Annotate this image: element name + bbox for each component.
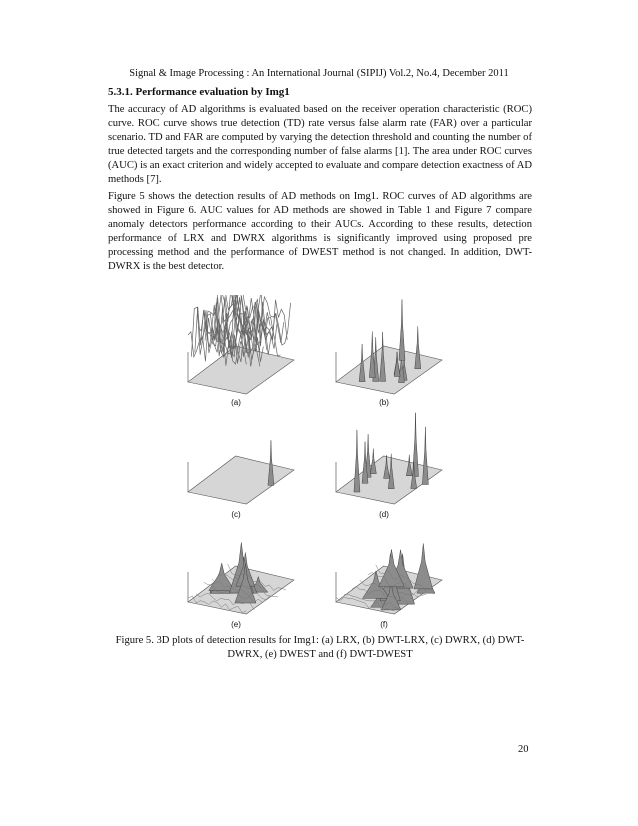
surface-plot-c [180, 410, 312, 510]
panel-label-a: (a) [231, 398, 241, 407]
panel-a-lrx-plot [180, 295, 312, 410]
panel-label-e: (e) [231, 620, 241, 629]
surface-plot-e [180, 525, 312, 620]
panel-c-dwrx-plot [180, 410, 312, 525]
plot-floor [336, 346, 442, 394]
surface-plot-f [328, 525, 460, 620]
paragraph-detection-results: Figure 5 shows the detection results of AD methods on Img1. ROC curves of AD algorithms are showed in Figure 6. AUC values for AD methods are showed in Table 1 and Figure 7 compare anomaly detectors performance according to their AUCs. According to these results, detection performance of LRX and DWRX algorithms is significantly improved using proposed pre processing method and the performance of DWEST method is not changed. In addition, DWT-DWRX is the best detector. [108, 191, 532, 272]
surface-peaks [268, 440, 274, 485]
surface-plot-a [180, 295, 312, 400]
section-title: 5.3.1. Performance evaluation by Img1 [108, 86, 290, 98]
panel-label-d: (d) [379, 510, 389, 519]
page-number: 20 [518, 744, 529, 755]
panel-label-b: (b) [379, 398, 389, 407]
surface-plot-b [328, 295, 460, 400]
plot-floor [188, 346, 294, 394]
panel-f-dwt-dwest-plot [328, 525, 460, 640]
panel-d-dwt-dwrx-plot [328, 410, 460, 525]
journal-header: Signal & Image Processing : An International Journal (SIPIJ) Vol.2, No.4, December 2011 [129, 68, 509, 79]
panel-b-dwt-lrx-plot [328, 295, 460, 410]
figure-caption: Figure 5. 3D plots of detection results for Img1: (a) LRX, (b) DWT-LRX, (c) DWRX, (d) DWT-DWRX, (e) DWEST and (f) DWT-DWEST [115, 635, 525, 660]
figure-3d-plots [180, 295, 460, 630]
panel-e-dwest-plot [180, 525, 312, 640]
paragraph-roc-auc: The accuracy of AD algorithms is evaluated based on the receiver operation characteristic (ROC) curve. ROC curve shows true detection (TD) rate versus false alarm rate (FAR) over a particular scenario. TD and FAR are computed by varying the detection threshold and counting the number of true detected targets and the corresponding number of false alarms [1]. The area under ROC curves (AUC) is an exact criterion and widely accepted to evaluate and compare detection exactness of AD methods [7]. [108, 104, 532, 185]
panel-label-c: (c) [231, 510, 241, 519]
panel-label-f: (f) [380, 620, 388, 629]
plot-floor [188, 456, 294, 504]
surface-plot-d [328, 410, 460, 510]
